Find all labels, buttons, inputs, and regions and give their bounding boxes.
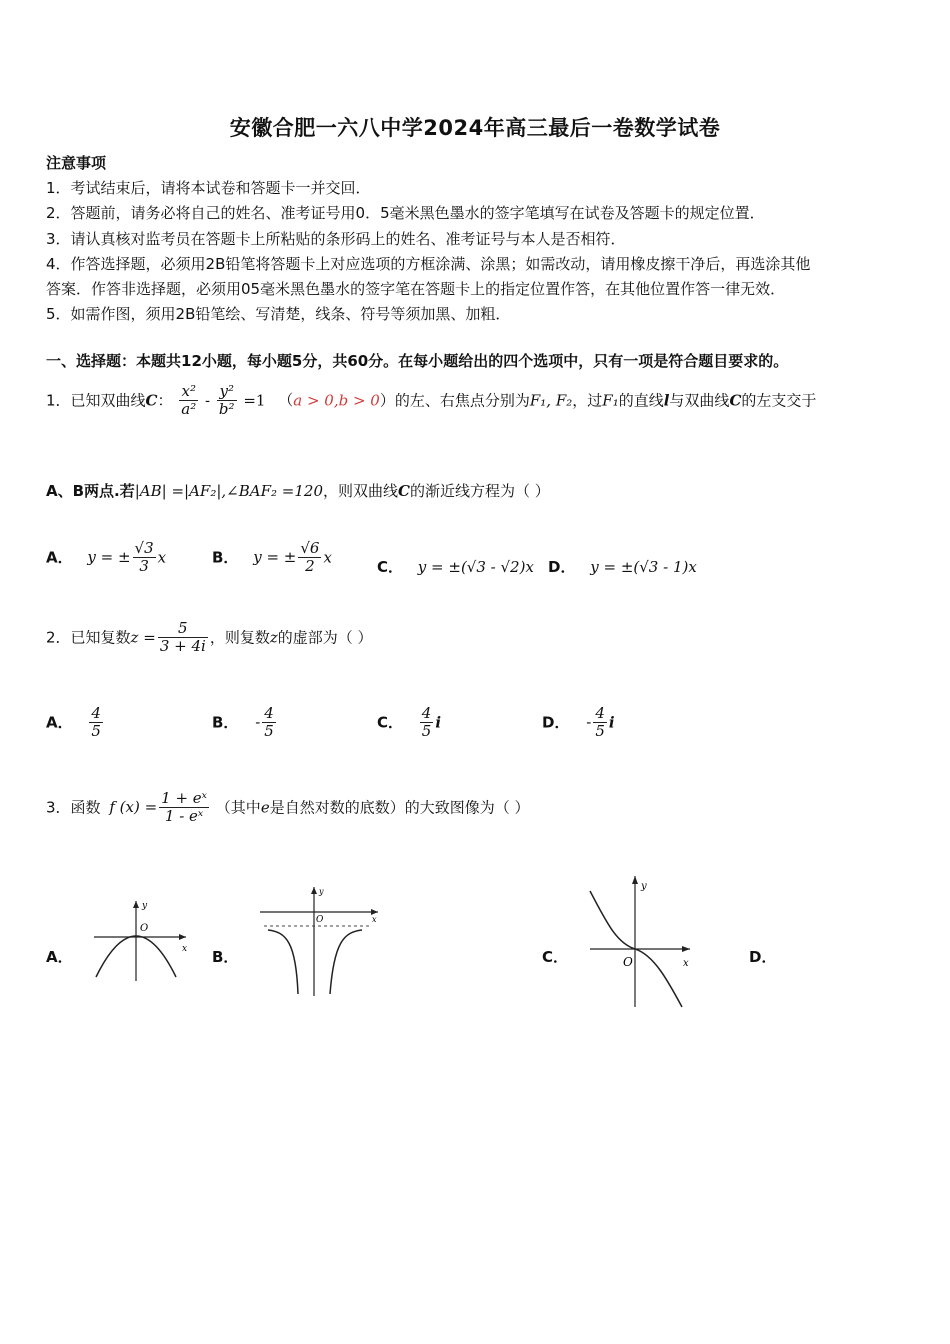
q2-option-d[interactable]: D． - $\frac{4}{5}$ i (542, 704, 615, 741)
note-item: 5．如需作图，须用2B铅笔绘、写清楚，线条、符号等须加黑、加粗． (46, 305, 511, 323)
q1-option-d[interactable]: D． y = ±(√3 - 1)x (548, 558, 697, 576)
note-item: 2．答题前，请务必将自己的姓名、准考证号用0．5毫米黑色墨水的签字笔填写在试卷及答题卡的规定位置． (46, 204, 765, 222)
q3-option-a[interactable]: A． (46, 948, 73, 966)
question-3-stem: 3．函数 f (x) = $\frac{\text{1 + eˣ}}{\text{1 - eˣ}}$ （其中e是自然对数的底数）的大致图像为（ ） (46, 789, 530, 826)
note-item: 答案．作答非选择题，必须用05毫米黑色墨水的签字笔在答题卡上的指定位置作答，在其他位置作答一律无效． (46, 280, 786, 298)
q1-option-b[interactable]: B． y = ± $\frac{√6}{2}$ x (212, 539, 332, 576)
q1-option-c[interactable]: C． y = ±(√3 - √2)x (377, 558, 534, 576)
q3-option-d[interactable]: D． (749, 948, 777, 966)
x-axis-label: x (372, 915, 377, 924)
section-heading: 一、选择题：本题共12小题，每小题5分，共60分。在每小题给出的四个选项中，只有一项是符合题目要求的。 (46, 352, 789, 370)
graph-a (90, 897, 190, 982)
note-item: 3．请认真核对监考员在答题卡上所粘贴的条形码上的姓名、准考证号与本人是否相符． (46, 230, 626, 248)
page-title: 安徽合肥一六八中学2024年高三最后一卷数学试卷 (229, 116, 721, 140)
y-axis-arrow-icon (311, 887, 317, 894)
y-axis-arrow-icon (133, 901, 139, 908)
question-1-condition: A、B两点.若|AB| =|AF₂|,∠BAF₂ =120，则双曲线C的渐近线方程为（ ） (46, 482, 550, 500)
x-axis-label: x (182, 944, 188, 954)
graph-b (258, 884, 383, 1000)
curve-right (330, 930, 362, 994)
q2-option-c[interactable]: C． $\frac{4}{5}$ i (377, 704, 442, 741)
graph-c (586, 873, 698, 1010)
y-axis-arrow-icon (632, 876, 638, 884)
question-2-stem: 2．已知复数z = $\frac{5}{3 + 4i}$ ，则复数z的虚部为（ ） (46, 619, 373, 656)
y-axis-label: y (142, 901, 148, 911)
y-axis-label: y (319, 887, 324, 896)
q2-option-a[interactable]: A． $\frac{4}{5}$ (46, 704, 101, 741)
x-axis-arrow-icon (179, 934, 186, 940)
origin-label: O (140, 923, 149, 934)
origin-label: O (623, 955, 633, 969)
x-axis-arrow-icon (682, 946, 690, 952)
q3-option-c[interactable]: C． (542, 948, 569, 966)
q1-option-a[interactable]: A． y = ± $\frac{√3}{3}$ x (46, 539, 167, 576)
notes-heading: 注意事项 (46, 154, 107, 172)
curve-left (268, 930, 298, 994)
note-item: 1．考试结束后，请将本试卷和答题卡一并交回． (46, 179, 371, 197)
note-item: 4．作答选择题，必须用2B铅笔将答题卡上对应选项的方框涂满、涂黑；如需改动，请用橡皮擦干净后，再选涂其他 (46, 255, 811, 273)
q2-option-b[interactable]: B． - $\frac{4}{5}$ (212, 704, 274, 741)
q3-option-b[interactable]: B． (212, 948, 239, 966)
y-axis-label: y (641, 881, 647, 892)
question-1-stem: 1．已知双曲线C： $\frac{\text{x²}}{\text{a²}}$ - $\frac{\text{y²}}{\text{b²}}$ =1 （a > 0,b > 0）的左、右焦点分别为F₁, F₂，过F₁的直线l与双曲线C的左支交于 (46, 382, 817, 419)
origin-label: O (316, 915, 324, 925)
x-axis-label: x (683, 958, 689, 969)
